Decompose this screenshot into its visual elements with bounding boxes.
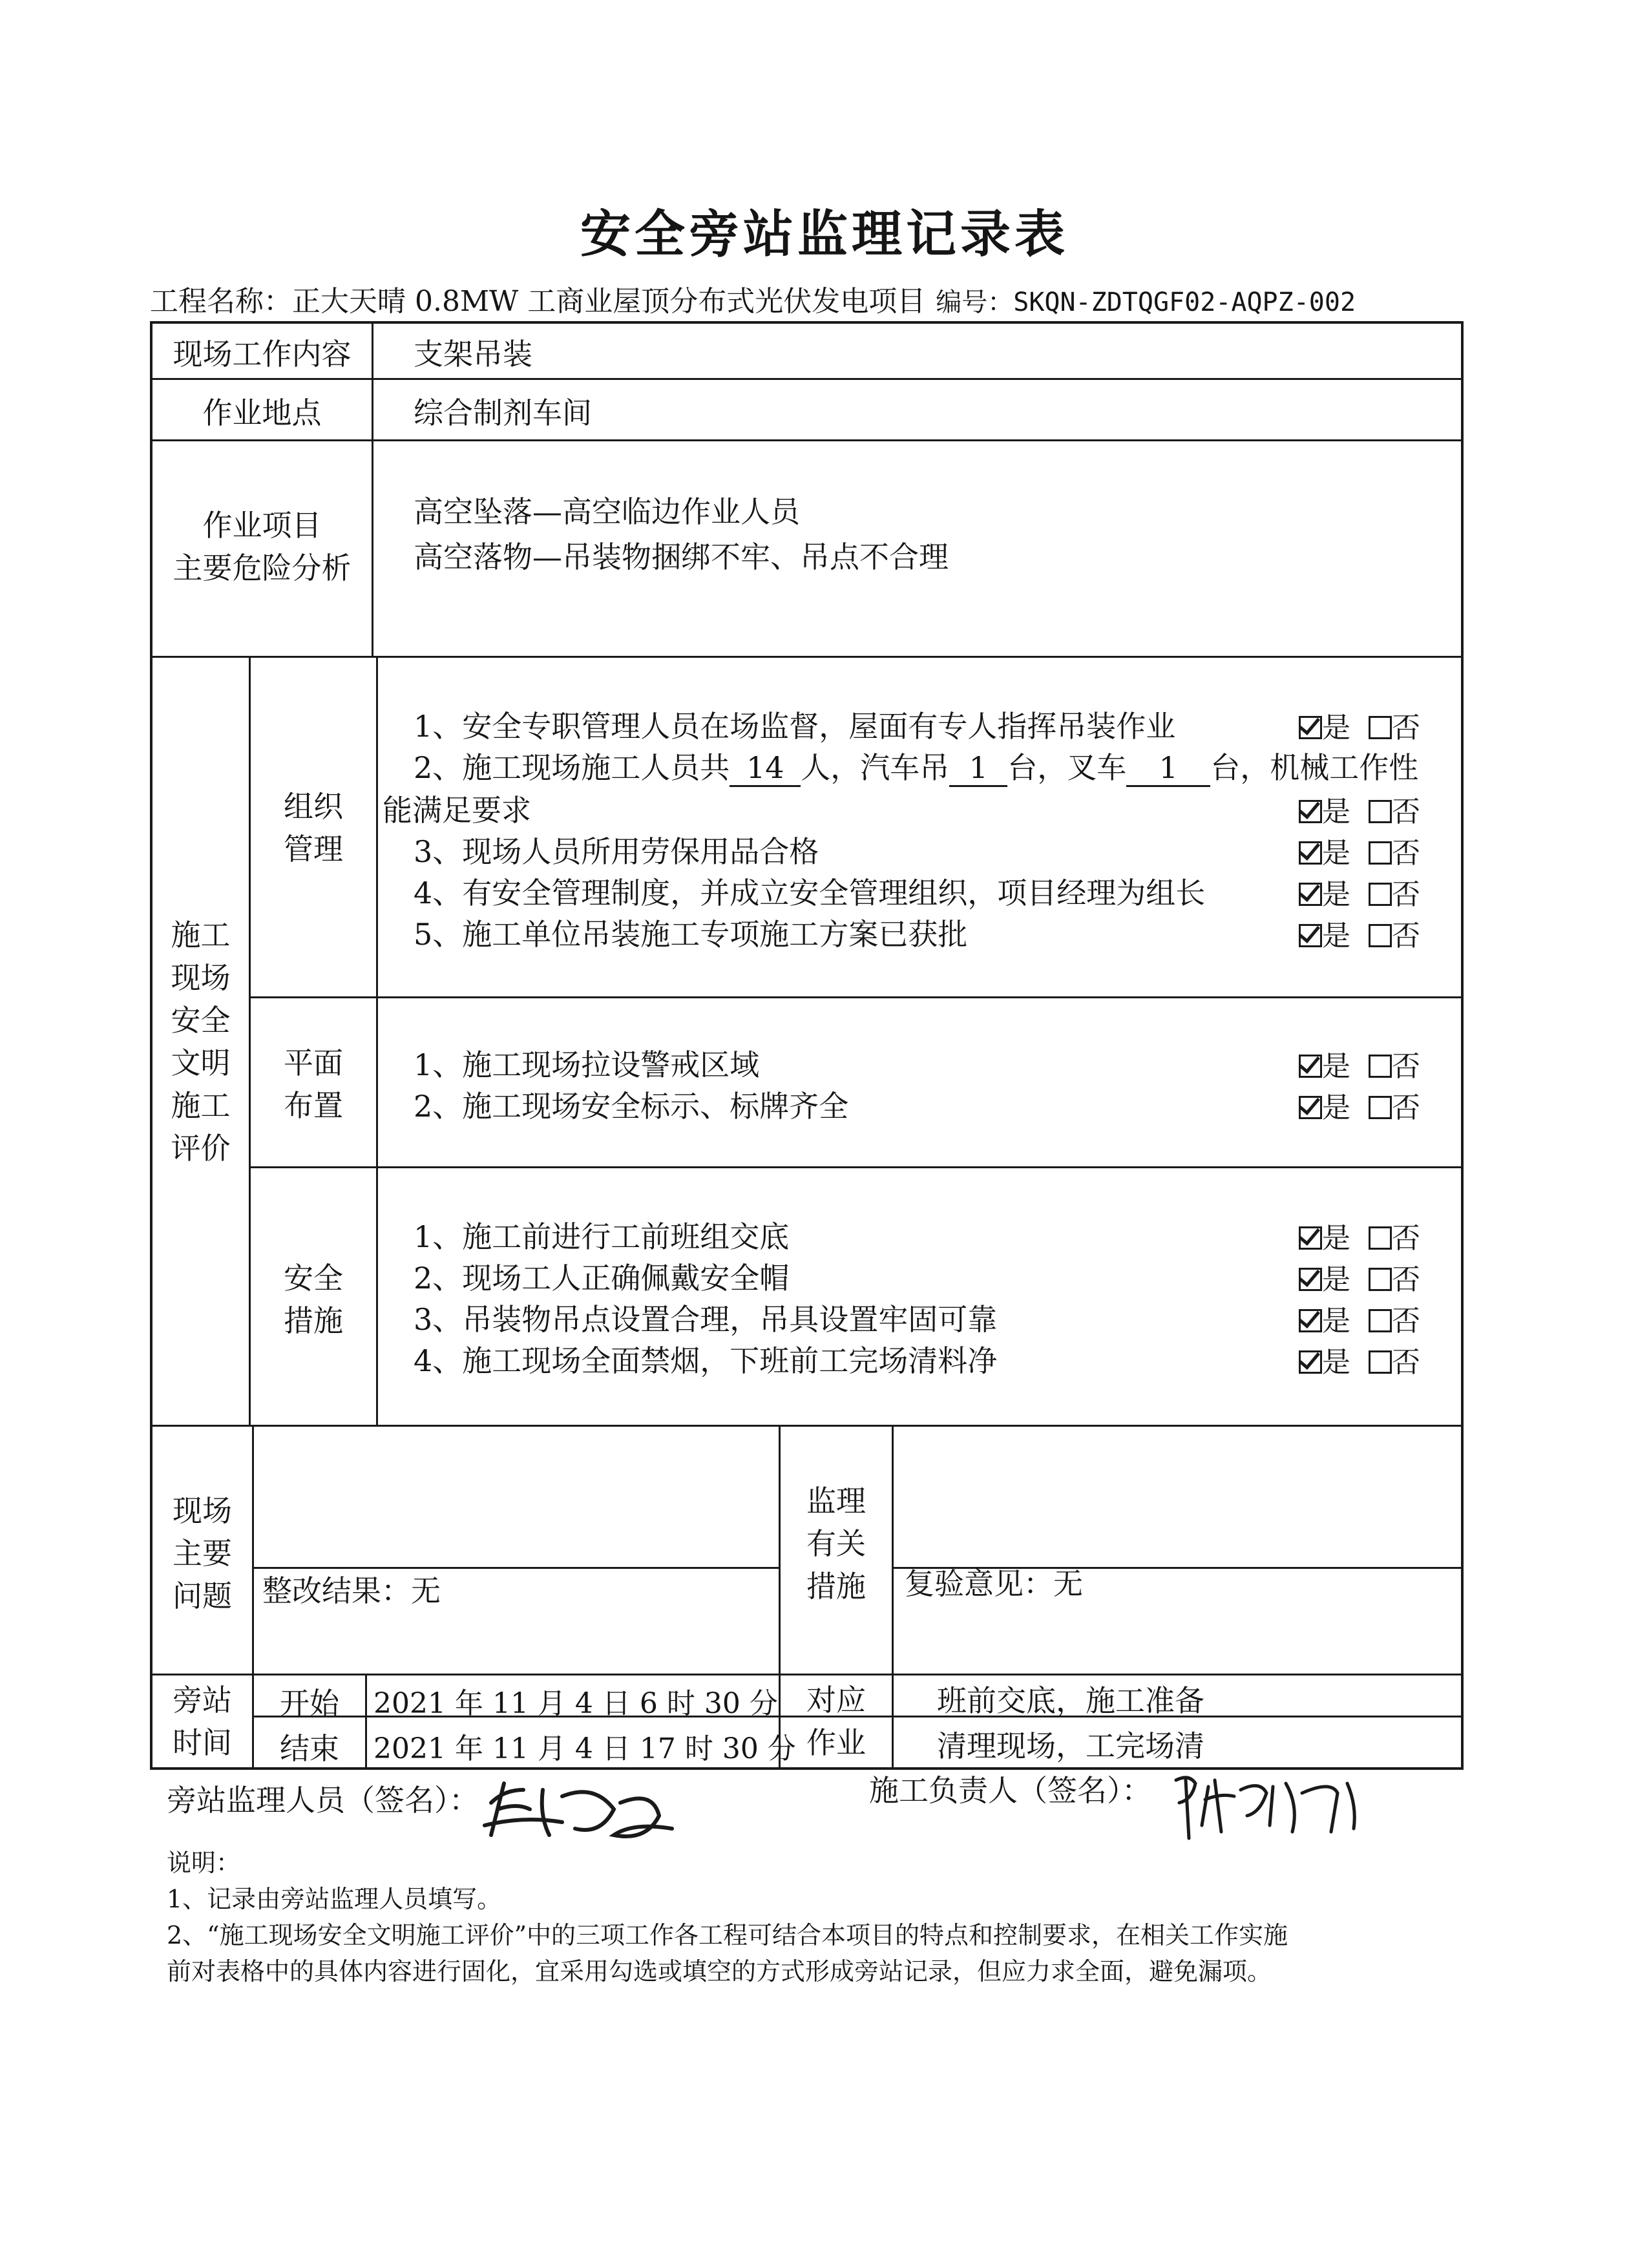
notes xyxy=(167,1845,1556,1990)
safety-item-1: 1、施工前进行工前班组交底 xyxy=(414,1219,790,1254)
end-time: 2021 年 11 月 4 日 17 时 30 分 xyxy=(373,1732,796,1765)
no-checkbox[interactable] xyxy=(1369,841,1392,865)
location-label: 作业地点 xyxy=(202,395,322,430)
work-content-value: 支架吊装 xyxy=(414,337,532,372)
no-checkbox[interactable] xyxy=(1369,1268,1392,1291)
review-opinion: 复验意见：无 xyxy=(905,1566,1083,1601)
safety-item-3: 3、吊装物吊点设置合理，吊具设置牢固可靠 xyxy=(414,1302,998,1337)
no-checkbox[interactable] xyxy=(1369,800,1392,823)
location-value: 综合制剂车间 xyxy=(414,395,592,430)
start-time: 2021 年 11 月 4 日 6 时 30 分 xyxy=(373,1687,778,1720)
workers-count: 14 xyxy=(730,750,801,787)
evaluation-section-label: 施工 现场 安全 文明 施工 评价 xyxy=(171,918,231,1166)
yes-checkbox[interactable] xyxy=(1299,1268,1322,1291)
yes-checkbox[interactable] xyxy=(1299,1309,1322,1332)
yes-checkbox[interactable] xyxy=(1299,1226,1322,1250)
org-item-1-check[interactable]: 是 否 xyxy=(1299,704,1420,746)
contractor-signature xyxy=(1163,1754,1376,1851)
no-checkbox[interactable] xyxy=(1369,716,1392,739)
no-checkbox[interactable] xyxy=(1369,1350,1392,1374)
notes-heading: 说明： xyxy=(167,1849,241,1877)
layout-label: 平面 布置 xyxy=(284,1045,343,1123)
main-issues-label: 现场 主要 问题 xyxy=(173,1493,232,1613)
safety-item-4: 4、施工现场全面禁烟，下班前工完场清料净 xyxy=(414,1343,998,1378)
org-item-4-check[interactable]: 是 否 xyxy=(1299,871,1420,912)
forklift-count: 1 xyxy=(1126,750,1210,787)
end-label: 结束 xyxy=(280,1731,339,1766)
supervisor-signature-label: 旁站监理人员（签名）： xyxy=(167,1783,479,1818)
yes-checkbox[interactable] xyxy=(1299,841,1322,865)
hazard-line-2: 高空落物—吊装物捆绑不牢、吊点不合理 xyxy=(414,540,949,574)
yes-checkbox[interactable] xyxy=(1299,1096,1322,1119)
org-item-2-cont: 能满足要求 xyxy=(383,793,531,828)
corresponding-work-label: 对应 作业 xyxy=(806,1683,866,1760)
no-checkbox[interactable] xyxy=(1369,924,1392,947)
work-end: 清理现场，工完场清 xyxy=(937,1728,1204,1763)
org-item-3: 3、现场人员所用劳保用品合格 xyxy=(414,834,819,869)
layout-item-1-check[interactable]: 是 否 xyxy=(1299,1043,1420,1084)
org-item-3-check[interactable]: 是 否 xyxy=(1299,830,1420,871)
safety-item-3-check[interactable]: 是 否 xyxy=(1299,1297,1420,1339)
hazard-line-1: 高空坠落—高空临边作业人员 xyxy=(414,494,800,529)
layout-item-2-check[interactable]: 是 否 xyxy=(1299,1084,1420,1126)
yes-checkbox[interactable] xyxy=(1299,716,1322,739)
yes-checkbox[interactable] xyxy=(1299,883,1322,906)
rectify-result: 整改结果：无 xyxy=(262,1573,441,1608)
yes-checkbox[interactable] xyxy=(1299,1055,1322,1078)
org-item-4: 4、有安全管理制度，并成立安全管理组织，项目经理为组长 xyxy=(414,876,1206,910)
safety-measures-label: 安全 措施 xyxy=(284,1261,343,1338)
org-item-5: 5、施工单位吊装施工专项施工方案已获批 xyxy=(414,917,968,952)
org-item-1: 1、安全专职管理人员在场监督，屋面有专人指挥吊装作业 xyxy=(414,709,1176,744)
org-management-label: 组织 管理 xyxy=(284,789,343,866)
org-item-5-check[interactable]: 是 否 xyxy=(1299,912,1420,954)
yes-checkbox[interactable] xyxy=(1299,924,1322,947)
station-time-label: 旁站 时间 xyxy=(173,1683,232,1760)
notes-line-2: 2、“施工现场安全文明施工评价”中的三项工作各工程可结合本项目的特点和控制要求，在相关工作实施 xyxy=(167,1921,1288,1949)
yes-checkbox[interactable] xyxy=(1299,800,1322,823)
safety-item-4-check[interactable]: 是 否 xyxy=(1299,1339,1420,1380)
safety-item-1-check[interactable]: 是 否 xyxy=(1299,1215,1420,1256)
supervisor-signature xyxy=(465,1764,698,1854)
layout-item-1: 1、施工现场拉设警戒区域 xyxy=(414,1047,760,1082)
no-checkbox[interactable] xyxy=(1369,883,1392,906)
document-title: 安全旁站监理记录表 xyxy=(580,205,1069,264)
notes-line-3: 前对表格中的具体内容进行固化，宜采用勾选或填空的方式形成旁站记录，但应力求全面，避免漏项。 xyxy=(167,1957,1272,1986)
project-name: 工程名称：正大天晴 0.8MW 工商业屋顶分布式光伏发电项目 xyxy=(150,285,926,318)
safety-item-2: 2、现场工人正确佩戴安全帽 xyxy=(414,1261,790,1296)
work-start: 班前交底，施工准备 xyxy=(937,1683,1204,1718)
notes-line-1: 1、记录由旁站监理人员填写。 xyxy=(167,1885,502,1913)
start-label: 开始 xyxy=(280,1686,339,1721)
supervision-measures-label: 监理 有关 措施 xyxy=(806,1484,866,1604)
org-item-2-check[interactable]: 是 否 xyxy=(1299,788,1420,830)
org-item-2: 2、施工现场施工人员共 14 人，汽车吊 1 台，叉车 1 台，机械工作性 xyxy=(414,744,1418,787)
no-checkbox[interactable] xyxy=(1369,1096,1392,1119)
hazard-analysis-label: 作业项目 主要危险分析 xyxy=(173,508,352,585)
contractor-signature-label: 施工负责人（签名）： xyxy=(869,1773,1151,1808)
yes-checkbox[interactable] xyxy=(1299,1350,1322,1374)
project-header xyxy=(150,278,1356,319)
document-number: 编号：SKQN-ZDTQGF02-AQPZ-002 xyxy=(936,288,1356,317)
no-checkbox[interactable] xyxy=(1369,1055,1392,1078)
no-checkbox[interactable] xyxy=(1369,1309,1392,1332)
layout-item-2: 2、施工现场安全标示、标牌齐全 xyxy=(414,1089,849,1124)
safety-item-2-check[interactable]: 是 否 xyxy=(1299,1256,1420,1297)
crane-count: 1 xyxy=(949,750,1007,787)
no-checkbox[interactable] xyxy=(1369,1226,1392,1250)
work-content-label: 现场工作内容 xyxy=(173,337,352,372)
